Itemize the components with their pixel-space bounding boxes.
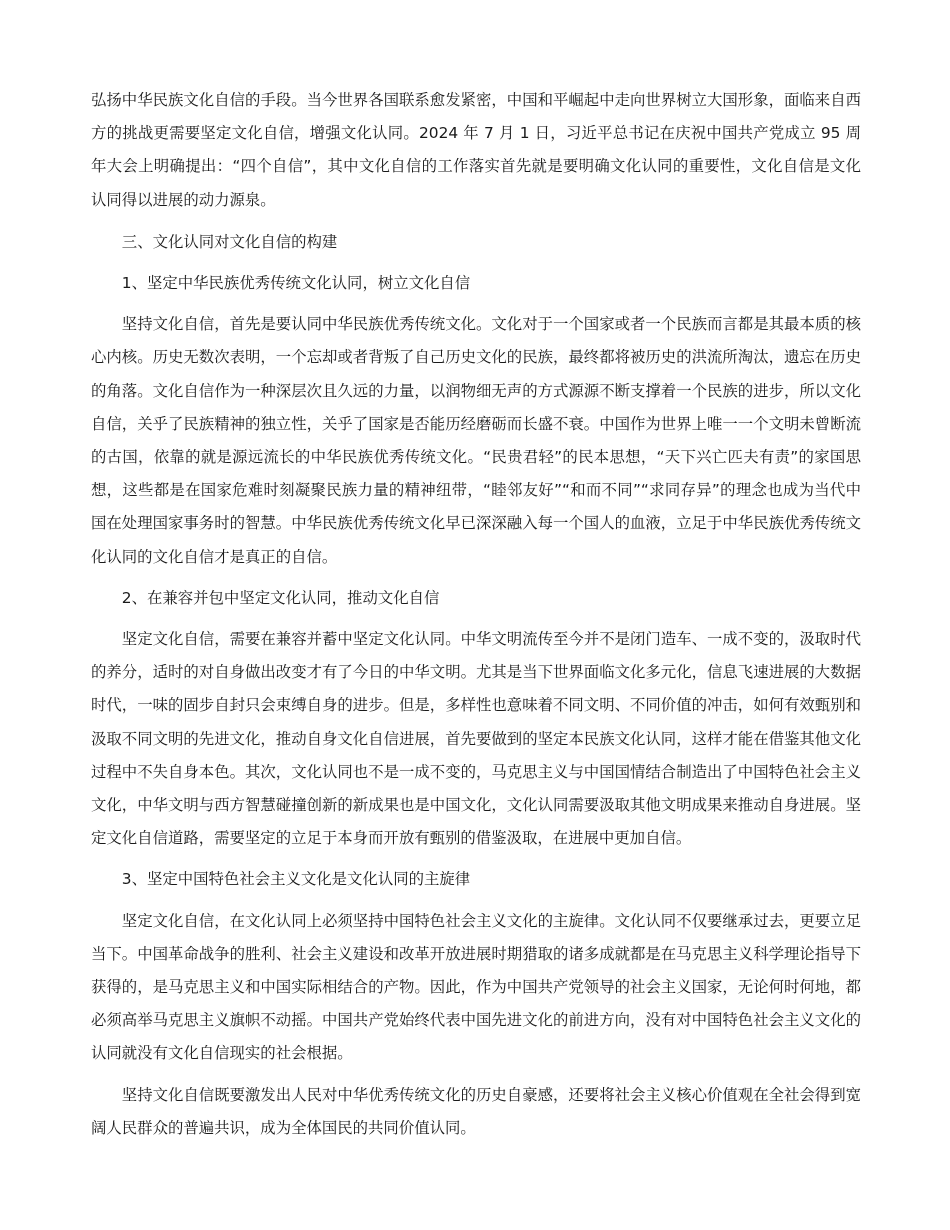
paragraph-inclusiveness: 坚定文化自信，需要在兼容并蓄中坚定文化认同。中华文明流传至今并不是闭门造车、一成不变的，汲取时代的养分，适时的对自身做出改变才有了今日的中华文明。尤其是当下世界面临文化多元化，信息飞速进展的大数据时代，一味的固步自封只会束缚自身的进步。但是，多样性也意味着不同文明、不同价值的冲击，如何有效甄别和汲取不同文明的先进文化，推动自身文化自信进展，首先要做到的坚定本民族文化认同，这样才能在借鉴其他文化过程中不失自身本色。其次，文化认同也不是一成不变的，马克思主义与中国国情结合制造出了中国特色社会主义文化，中华文明与西方智慧碰撞创新的新成果也是中国文化，文化认同需要汲取其他文明成果来推动自身进展。坚定文化自信道路，需要坚定的立足于本身而开放有甄别的借鉴汲取，在进展中更加自信。 [91, 630, 861, 848]
paragraph-socialist-culture: 坚定文化自信，在文化认同上必须坚持中国特色社会主义文化的主旋律。文化认同不仅要继承过去，更要立足当下。中国革命战争的胜利、社会主义建设和改革开放进展时期猎取的诸多成就都是在马克思主义科学理论指导下获得的，是马克思主义和中国实际相结合的产物。因此，作为中国共产党领导的社会主义国家，无论何时何地，都必须高举马克思主义旗帜不动摇。中国共产党始终代表中国先进文化的前进方向，没有对中国特色社会主义文化的认同就没有文化自信现实的社会根据。 [91, 911, 861, 1063]
section-heading-3: 三、文化认同对文化自信的构建 [121, 232, 338, 251]
paragraph-continued-intro: 弘扬中华民族文化自信的手段。当今世界各国联系愈发紧密，中国和平崛起中走向世界树立大国形象，面临来自西方的挑战更需要坚定文化自信，增强文化认同。2024 年 7 月 1 日，习近平总书记在庆祝中国共产党成立 95 周年大会上明确提出：“四个自信”，其中文化自信的工作落实首先就是要明确文化认同的重要性，文化自信是文化认同得以进展的动力源泉。 [91, 91, 861, 209]
subsection-heading-3: 3、坚定中国特色社会主义文化是文化认同的主旋律 [121, 870, 471, 889]
subsection-heading-1: 1、坚定中华民族优秀传统文化认同，树立文化自信 [121, 274, 471, 293]
subsection-heading-2: 2、在兼容并包中坚定文化认同，推动文化自信 [121, 588, 440, 607]
paragraph-closing: 坚持文化自信既要激发出人民对中华优秀传统文化的历史自豪感，还要将社会主义核心价值观在全社会得到宽阔人民群众的普遍共识，成为全体国民的共同价值认同。 [91, 1085, 861, 1137]
document-page [91, 84, 861, 1145]
paragraph-traditional-culture: 坚持文化自信，首先是要认同中华民族优秀传统文化。文化对于一个国家或者一个民族而言都是其最本质的核心内核。历史无数次表明，一个忘却或者背叛了自己历史文化的民族，最终都将被历史的洪流所淘汰，遗忘在历史的角落。文化自信作为一种深层次且久远的力量，以润物细无声的方式源源不断支撑着一个民族的进步，所以文化自信，关乎了民族精神的独立性，关乎了国家是否能历经磨砺而长盛不衰。中国作为世界上唯一一个文明未曾断流的古国，依靠的就是源远流长的中华民族优秀传统文化。“民贵君轻”的民本思想，“天下兴亡匹夫有责”的家国思想，这些都是在国家危难时刻凝聚民族力量的精神纽带，“睦邻友好”“和而不同”“求同存异”的理念也成为当代中国在处理国家事务时的智慧。中华民族优秀传统文化早已深深融入每一个国人的血液，立足于中华民族优秀传统文化认同的文化自信才是真正的自信。 [91, 315, 861, 566]
